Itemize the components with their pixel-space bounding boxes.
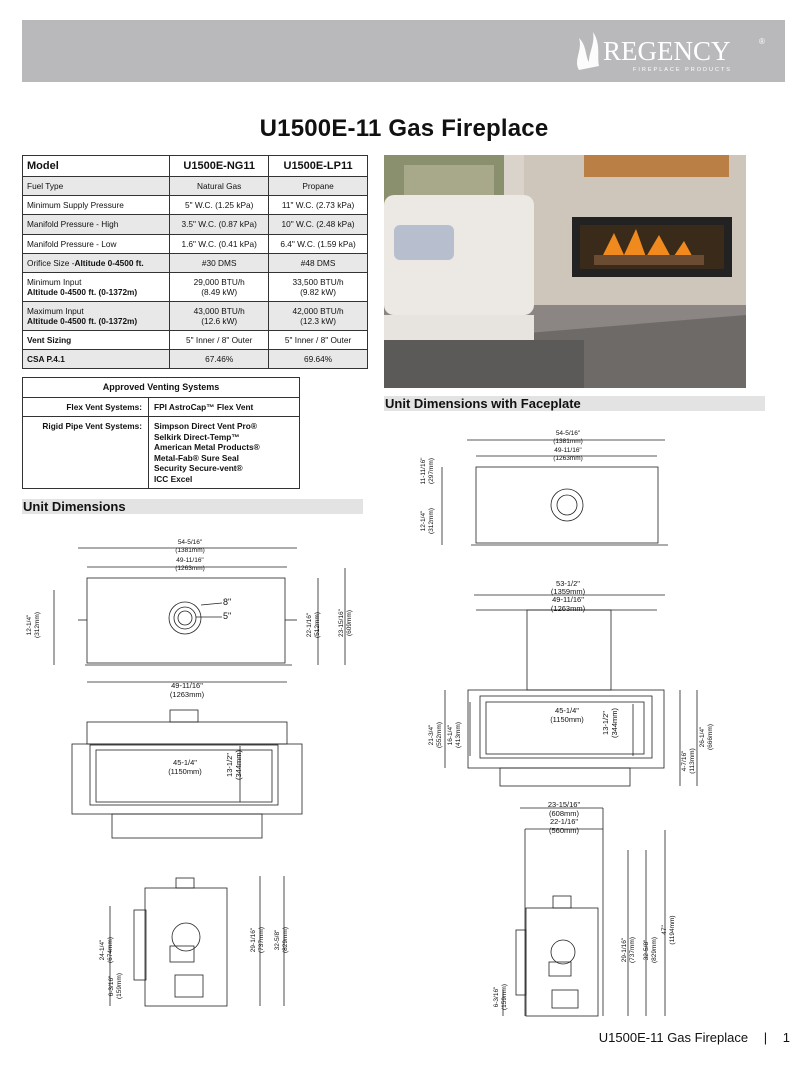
dim-label: 29-1/16" (737mm) <box>250 927 265 954</box>
dim-label: 24-1/4" (674mm) <box>99 937 114 964</box>
logo-subtitle: FIREPLACE PRODUCTS <box>633 67 732 73</box>
spec-header-lp: U1500E-LP11 <box>269 156 368 177</box>
dim-label: 13-1/2" (344mm) <box>601 708 619 739</box>
dim-label: 11-11/16" (297mm) <box>420 457 435 485</box>
spec-header-model: Model <box>23 156 170 177</box>
table-row: Rigid Pipe Vent Systems: Simpson Direct Vent Pro® Selkirk Direct-Temp™ American Metal Products® Metal-Fab® Sure Seal Security Secure-vent® ICC Excel <box>23 417 299 488</box>
dim-label: 12-1/4" (312mm) <box>420 508 435 535</box>
page-footer <box>587 1030 790 1045</box>
dim-label: 32-5/8" (829mm) <box>274 927 289 954</box>
dim-label: 49-11/16" (1263mm) <box>553 447 583 462</box>
dim-label: 49-11/16" (1263mm) <box>175 557 205 572</box>
dim-label: 29-1/16" (737mm) <box>621 937 636 964</box>
table-row: Vent Sizing 5" Inner / 8" Outer 5" Inner / 8" Outer <box>23 330 368 349</box>
logo-reg: ® <box>759 37 765 46</box>
dim-label: 6-3/16" (159mm) <box>493 984 508 1011</box>
spec-header-ng: U1500E-NG11 <box>170 156 269 177</box>
table-row: Manifold Pressure - Low 1.6" W.C. (0.41 kPa) 6.4" W.C. (1.59 kPa) <box>23 234 368 253</box>
dim-label: 32-5/8" (829mm) <box>643 937 658 964</box>
footer-separator: | <box>763 1030 768 1045</box>
table-row: Minimum Input Altitude 0-4500 ft. (0-1372m) 29,000 BTU/h (8.49 kW) 33,500 BTU/h (9.82 kW) <box>23 272 368 301</box>
section-unit-dims-faceplate: Unit Dimensions with Faceplate <box>384 396 765 411</box>
dim-label: 13-1/2" (344mm) <box>225 750 243 781</box>
table-row: Flex Vent Systems: FPI AstroCap™ Flex Vent <box>23 398 299 417</box>
table-row: Maximum Input Altitude 0-4500 ft. (0-1372m) 43,000 BTU/h (12.6 kW) 42,000 BTU/h (12.3 kW) <box>23 301 368 330</box>
dim-label: 16-1/4" (413mm) <box>447 722 462 749</box>
dim-label: 45-1/4" (1150mm) <box>168 758 202 776</box>
dim-label: 5" <box>223 611 232 621</box>
dim-label: 12-1/4" (312mm) <box>26 612 41 639</box>
dim-label: 21-3/4" (552mm) <box>428 722 443 749</box>
table-row: Fuel Type Natural Gas Propane <box>23 177 368 196</box>
dim-label: 53-1/2" (1359mm) 49-11/16" (1263mm) <box>550 579 586 613</box>
dim-label: 47" (1194mm) <box>661 915 676 945</box>
dim-label: 4-7/16" (113mm) <box>681 748 696 774</box>
page-title: U1500E-11 Gas Fireplace <box>259 115 549 142</box>
logo-text: REGENCY <box>603 36 731 66</box>
section-unit-dims: Unit Dimensions <box>22 499 363 514</box>
dim-label: 26-1/4" (666mm) <box>699 724 714 751</box>
dim-label: 22-1/16" (512mm) <box>306 612 321 639</box>
table-row: Minimum Supply Pressure 5" W.C. (1.25 kPa) 11" W.C. (2.73 kPa) <box>23 196 368 215</box>
dim-label: 54-5/16" (1381mm) <box>553 430 583 445</box>
table-row: Orifice Size -Altitude 0-4500 ft. #30 DMS #48 DMS <box>23 253 368 272</box>
dim-label: 8" <box>223 597 232 607</box>
page-number: 1 <box>782 1030 790 1045</box>
dim-label: 23-15/16" (608mm) 22-1/16" (560mm) <box>547 800 581 835</box>
dim-label: 23-15/16" (609mm) <box>338 609 353 637</box>
footer-title: U1500E-11 Gas Fireplace <box>598 1030 749 1045</box>
venting-title: Approved Venting Systems <box>23 378 299 398</box>
dim-label: 6-3/16" (159mm) <box>108 973 123 1000</box>
table-row: CSA P.4.1 67.46% 69.64% <box>23 350 368 369</box>
dim-label: 49-11/16" (1263mm) <box>169 681 205 699</box>
dim-label: 54-5/16" (1381mm) <box>175 539 205 554</box>
dim-label: 45-1/4" (1150mm) <box>550 706 584 724</box>
table-row: Manifold Pressure - High 3.5" W.C. (0.87 kPa) 10" W.C. (2.48 kPa) <box>23 215 368 234</box>
